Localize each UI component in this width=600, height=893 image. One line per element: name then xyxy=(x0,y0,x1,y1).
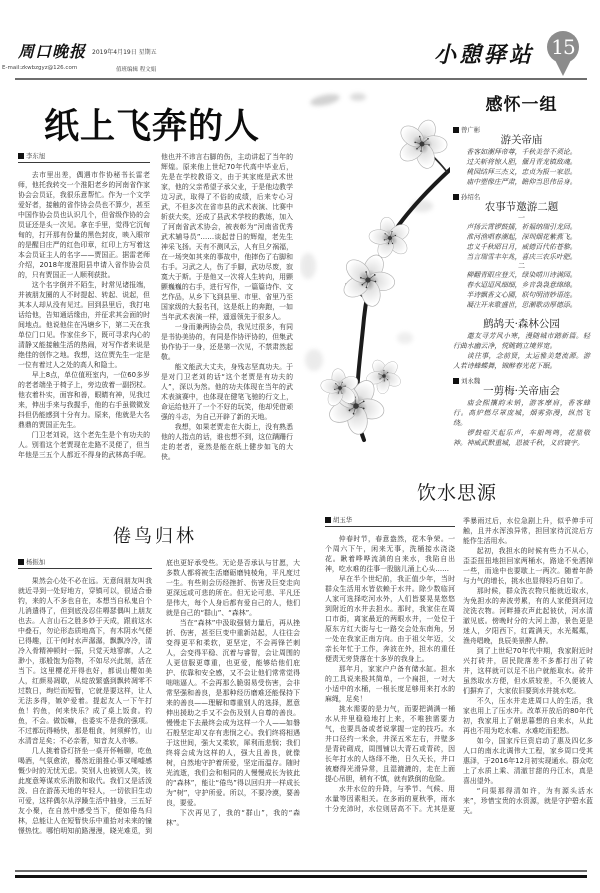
editor-credit: 值班编辑 程文娟 xyxy=(116,67,157,73)
author-name: 孙绍名 xyxy=(461,193,481,201)
poem-line: 春水迢迢风细细，乡音袅袅意绵绵。 xyxy=(466,281,577,289)
poem-group-title: 感怀一组 xyxy=(485,95,558,115)
poem-line: 声扬云霄锣鼓擂，祈福纳瑞引龙回。 xyxy=(466,223,577,231)
issue-date: 2019年4月19日 星期五 xyxy=(92,49,157,56)
poem-entry xyxy=(453,126,590,187)
footer-rule-thin xyxy=(15,870,587,872)
poem-line: 过关斩将惊人胆，偃月青龙镇敌魂。 xyxy=(466,158,577,166)
poem-line: 香客如潮拜帝尊，千秋美誉不须论。 xyxy=(466,148,577,156)
paragraph: 早在半个世纪前，我正值少年，当时群众生活用水皆依赖于水井。除少数临河人家可选择吃河水外，人们皆要晃晃悠悠到附近的水井去担水。那时，我家住在周口市街，离家最近的两眼水井，一处位于原东方红大街与七一路交会处东南角，另一处在我家正南方向。由于祖父年迈，父亲长年忙于工作，奔波在外，担水的重任便责无旁贷落在十多岁的我身上。 xyxy=(325,575,455,663)
poem-line: 忠义千秋昭日月，威德百代佑苍黎。 xyxy=(466,243,577,251)
paper-logo: 周口晚报 xyxy=(18,42,87,61)
poem-entry xyxy=(453,318,590,371)
poem-entry xyxy=(453,377,590,448)
byline-marker-icon xyxy=(18,153,24,159)
paragraph: 起初，我担水的时候有些力不从心，歪歪扭扭地担回家两桶水，路途不免洒掉一些，而途中也要歇上一两次。随着年龄与力气的增长，挑水也显得轻巧自如了。 xyxy=(463,547,593,585)
paragraph: 下次再见了，我的“群山”，我的“森林”。 xyxy=(166,809,300,827)
page-number: 15 xyxy=(551,35,575,59)
blossom xyxy=(331,244,405,316)
byline xyxy=(453,193,590,201)
poem-entry xyxy=(453,193,590,310)
blossom xyxy=(364,213,416,264)
byline-marker-icon xyxy=(453,378,459,384)
poem-line: 庙中塑像庄严肃，瞻仰当思伟岳身。 xyxy=(466,178,577,186)
article-title: 饮水思源 xyxy=(417,482,498,504)
poem-stanza: 邀友寻芳风小寒，漫随城市踏新篇。轻行曲水幽云净，悦眺鹤立境界宽。 xyxy=(453,332,590,350)
poem-line: 凝注开来歌盛世，思潮歌动厚德添。 xyxy=(466,301,577,309)
byline xyxy=(18,558,152,569)
paragraph: 挑水需要的是力气，而要把满满一桶水从井里稳稳地打上来，不唯独需要力气，也要具备或者说掌握一定的技巧。水井口径约一米余，井深五米左右，井壁多是青砖砌成，周围铺以大青石或青砖，因长年打水的人络绎不绝，日久天长，井口被磨得光滑异常，且湿漉漉的，走在上面提心吊胆，稍有不慎，就有跌倒的危险。 xyxy=(325,705,455,783)
paragraph: 几人挑着昏灯挤坐一桌开怀畅聊，吃鱼喝酒，气氛愈浓，蓦然近朋推心事又唏嘘感慨少时的无忧无虑。笑别人也被别人笑，彼此度意筹谋欢乐消散和取代。我们又是活泼泼、自在游荡天地的年轻人，一切依旧生动可爱，这样偶尔从浮躁生活中抽身，三五好友小聚，在自然中感受当下，便如倦鸟归林，总能让人在短暂快乐中重拾对未来的憧憬热忱。哪怕明知前路漫漫，晓光难觅，到底也更好承受些。无论是否承认与甘愿，大多数人都将被生活磨砺磨钝棱角，平凡度过一生。有些则会历经挫折、伤害及巨变走向更深远或可悲的所在。但无论可悲、平凡还是伟大，每个人身后都有爱自己的人，他们就是自己的“群山”、“森林”。 xyxy=(18,559,300,835)
article-title: 倦鸟归林 xyxy=(113,526,197,547)
byline-marker-icon xyxy=(453,127,459,133)
author-name: 杨振加 xyxy=(26,558,46,566)
section-title: 小憩驿站 xyxy=(434,42,535,68)
page-number-badge xyxy=(547,31,579,63)
paragraph: 去市里出差，偶遇市作协秘书长雷老师，他托我转交一个淮阳老乡的河南省作家协会会员证，我很乐意帮忙。作为一个文学爱好者，接触的省作协会员也不算少，甚至中国作协会员也认识几个，但省级作协的会员证还是头一次见。拿在手里，觉得它沉甸甸的，打开那有份量的黑色封皮，映入眼帘的是醒目庄严的红色印章，红印上方写着这本会员证主人的名字——贾国正。据雷老师介绍，2018年度淮阳县申请入省作协会员的，只有贾国正一人顺利获批。 xyxy=(18,171,150,279)
byline xyxy=(453,377,590,385)
poem-line: 当言瑞雪丰年兆，喜庆三农乐叶肥。 xyxy=(466,253,577,261)
footer-rule-thick xyxy=(15,875,587,878)
plum-blossom-illustration xyxy=(300,88,450,448)
poem-stanza: 谈往事，念前贤，太运雅美楚流源。游人若诗蜂蝶舞，锦醉春光花下眠。 xyxy=(453,352,590,370)
poem-line: 半诗飘香文心圃，联句明清妙语连。 xyxy=(466,291,577,299)
paragraph: 不久，压水井走进周口人的生活，我家也用上了压水井。改革开放后的80年代初，我家用上了朝思暮想的自来水，从此再也不用为吃水难、水难吃而犯愁。 xyxy=(463,697,593,735)
poem-title: 游关帝庙 xyxy=(500,134,543,146)
paragraph: 门卫老刘说，这个老先生是个有功夫的人。别看这个老贾现在走路不灵便了，但当年他是三五个人都近不得身的武林高手呢。他也并不讳言右脚的伤，主动讲起了当年的辉煌。原来他上世纪70年代高中毕业后，先是在学校教语文，由于其家庭是武术世家，他的父亲希望子承父业，于是他边教学边习武，取得了不俗的成绩，后来专心习武，不但多次在省市县的武术表演、比赛中斩获大奖，还成了县武术学校的教练，加入了河南省武术协会，被表彰为“河南省优秀武术辅导员”……谈起昔日的辉煌，老先生神采飞扬。天有不测风云，人有旦夕祸福，在一场突如其来的事故中，他摔伤了右脚和右手。习武之人，伤了手脚，武功尽废，寂寞大于斯。于是他又一次将人生转向，用颤颤巍巍的右手，进行写作，一篇篇诗作、文艺作品，从乡下飞到县里、市里、省里乃至国家级的大报名刊，这是纸上的奔跑，一如当年武术表演一样，遥遥领先于很多人。 xyxy=(18,153,293,459)
poem-stanza: 庙会熙攘韵未销，游客摩肩，香客蜂行。高炉燃尽罩庞城，烟雾弥漫，纵然飞绕。 xyxy=(453,399,590,427)
byline-marker-icon xyxy=(453,194,459,200)
paragraph: 那年月，家家户户备有储水缸。担水的工具说来极其简单，一个扁担，一对大小适中的水桶，一根长度足够用来打水的麻绳，足矣！ xyxy=(325,665,455,703)
article-body xyxy=(18,558,300,836)
poem-line: 桃园结拜三杰义，忠贞为报一家恩。 xyxy=(466,168,577,176)
paragraph: 我想，如果老贾走在大街上，没有熟悉他的人指点的话，谁也想不到，这位蹒跚行走的老者，竟然是能在纸上健步如飞的大侠。 xyxy=(161,423,293,461)
paragraph: 这个名字倒并不陌生，时常见诸报端，并被朋友圈的人不时提起、转起、说起，但其本人却从没有见过。回到县里后，我打电话给他，告知通话缘由，并征求其会面的时间地点。他说他住在冯塘乡下，第二天在我单位门口见。作家住乡下，既可寻求内心的清静又能接触生活的热闹，对写作者来说是绝佳的创作之地。我想，这位贾先生一定是一位有着过人之处的高人和隐士。 xyxy=(18,281,150,369)
paragraph: 那时候，群众洗衣物只能就近取水，为免担水的奔波劳累，有的人家便到河边浣洗衣物。河畔捶衣声此起彼伏，河水清澈见底。傍晚时分的大河上游，景色更是迷人，夕阳西下，红霞满天，水光粼粼，渔舟唱晚，良辰美景醉人醉。 xyxy=(463,587,593,645)
paragraph: 当在“森林”中汲取强韧力量后，再从挫折、伤害，甚至巨变中重新站起，人往往会变得更平和柔软，更坚定，不会再锋芒刺人，会变得平稳、沉着与睿智，会让周围的人更信服更尊重，也更爱，能够给他们庇护、依靠和安全感，又不会让他们常常觉得咄咄逼人。不会再那么脆弱易受伤害，会非常坚强和善良，是那种经历磨难还能保持下来的善良——理解和尊重别人的选择，愿意伸出援助之手又不会伤及别人自尊的善良。慢慢走下去最终会成为这样一个人——如磐石般坚定却又存有悲悯之心。我们终将相遇于这世间，强大又柔软，犀利而悲悯；我们终将会成为这样的人，强大且善良，就像树，自然地守护着所爱，坚定而温存。随时光流逝，我们会和相同的人慢慢成长为彼此的“森林”，能让“倦鸟”得以回归并一样成长为“树”，守护所爱。所以，不要冷漠，要善良，要爱。 xyxy=(166,619,300,807)
author-name: 曾广彬 xyxy=(461,126,481,134)
byline-marker-icon xyxy=(325,517,331,523)
paragraph: 到了上世纪70年代中期，我家附近时兴打砖井，居民院落差不多都打出了砖井，这样就可以足不出户就能取水。砖井虽然取水方便，但水质较差，不久便被人们摒弃了，大家依旧要到水井挑水吃。 xyxy=(463,647,593,695)
paragraph: “问渠那得清如许，为有源头活水来”，珍惜宝贵的水资源，就是守护碧水蓝天。 xyxy=(463,787,593,815)
article-body xyxy=(325,516,593,816)
byline xyxy=(325,516,455,527)
paragraph: 仲春时节，春意盎然，花木争荣。一个周六下午，闲来无事，洗桶接水浇浇花。瞅着哗哗流淌的自来水，我陷自出神，吃水难的往事一股脑儿涌上心头…… xyxy=(325,535,455,573)
poem-group xyxy=(453,96,590,448)
author-name: 李东旭 xyxy=(26,152,46,160)
poem-title: 农事节邀游二题 xyxy=(484,201,559,213)
poem-line: 柳翻青眼应登天，绿染晴川诗满园。 xyxy=(466,271,577,279)
paragraph: 水井水位的升降，与季节、气候、用水量等因素相关。在多雨的夏秋季，雨水十分充沛时，水位则居高不下。尤其是夏季暴雨过后，水位急剧上升，似乎伸手可触，且井水浑浊异常，担回家待沉淀后方能作生活用水。 xyxy=(325,517,593,813)
paragraph: 早上8点，单位值班室内，一位60多岁的老者端坐于椅子上，旁边放着一副拐杖。他衣着朴实，面容和善，眼睛有神，见我过来，伸出手来与我握手，他的右手虽微微发抖但仍能感到十分有力。原来，他就是大名鼎鼎的贾国正先生。 xyxy=(18,371,150,429)
paragraph: 果然会心处不必在远。无意间朋友叫我就近寻到一处好地方，穿镇可以，很适合垂钓，来的人不多也自在，本想当自私鬼自个儿消遣得了，但到底没忍住嘚瑟偶叫上朋友也去。人言山石之胜多妙于天成，跟前这水中叠石，勿论形态质地高下，有木阴水气便已得趣，江干何时水声潺潺，飘飘冷冷，清冷入骨精神顿时一振，只觉天地寥廓，人之渺小，那般饱为俗物，不如尽兴此刻，活在当下。这里樱花开得也好，都说山樱如美人，红颜易凋歇，从绽放繁盛到飘转凋零不过数日，绚烂而短暂，它就是要这样，让人无法多得，嫉妒爱着。提起友人一下午打鱼！钓鱼，何来快乐？成了桌上饭食。钓鱼，不会。做饭嘛，也委实不是我的强项。不过都玩得畅快，那是粗食，何须鲜竹，山水清音足矣；不必亲奢，知音友人亦够。 xyxy=(18,577,152,745)
poem-title: 一剪梅·关帝庙会 xyxy=(483,385,560,397)
poem-part-label: 二 xyxy=(518,262,525,270)
article-title: 纸上飞奔的人 xyxy=(44,107,261,147)
author-name: 刘永魏 xyxy=(461,377,481,385)
poem-line: 淮河渔唱春潮起，深圳烟花紫燕飞。 xyxy=(466,233,577,241)
poem-part-label: 一 xyxy=(518,214,525,222)
poem-stanza: 锣鼓喧天起乐声，车船鸣鸣，花篮敬神。神威武默重城，恩被千秋，义启寰宇。 xyxy=(453,429,590,447)
header-rule xyxy=(15,78,587,80)
byline xyxy=(18,152,150,163)
poem-title: 鹧鸪天·森林公园 xyxy=(483,318,560,330)
contact-email: E-mail:zkwbzgyz@126.com xyxy=(2,65,78,71)
author-name: 胡玉华 xyxy=(333,516,353,524)
paragraph: 能文能武大丈夫，身残志坚真功夫。于是对门卫老刘的话“这个老贾是有功夫的人”，深以为然。他的功夫体现在当年的武术表演赛中，也体现在健笔飞驰的行文上，命运给他开了一个不好的玩笑，他却凭借顽强的斗志，为自己开辟了新的天地。 xyxy=(161,363,293,421)
byline xyxy=(453,126,590,134)
paragraph: 一身而兼两协会员，我见过很多，有同是书协美协的，有同是作协评协的，但集武协作协于一身，还是第一次见，不禁肃然起敬。 xyxy=(161,323,293,361)
byline-marker-icon xyxy=(18,559,24,565)
article-body xyxy=(18,152,293,462)
blossom xyxy=(388,111,450,177)
paragraph: 如今，国家斥巨资启动了惠及四亿多人口的南水北调伟大工程，家乡周口受其惠泽，于2016年12月初实现通水。群众吃上了水质上乘、清澈甘甜的丹江水，真是喜出望外。 xyxy=(463,737,593,785)
